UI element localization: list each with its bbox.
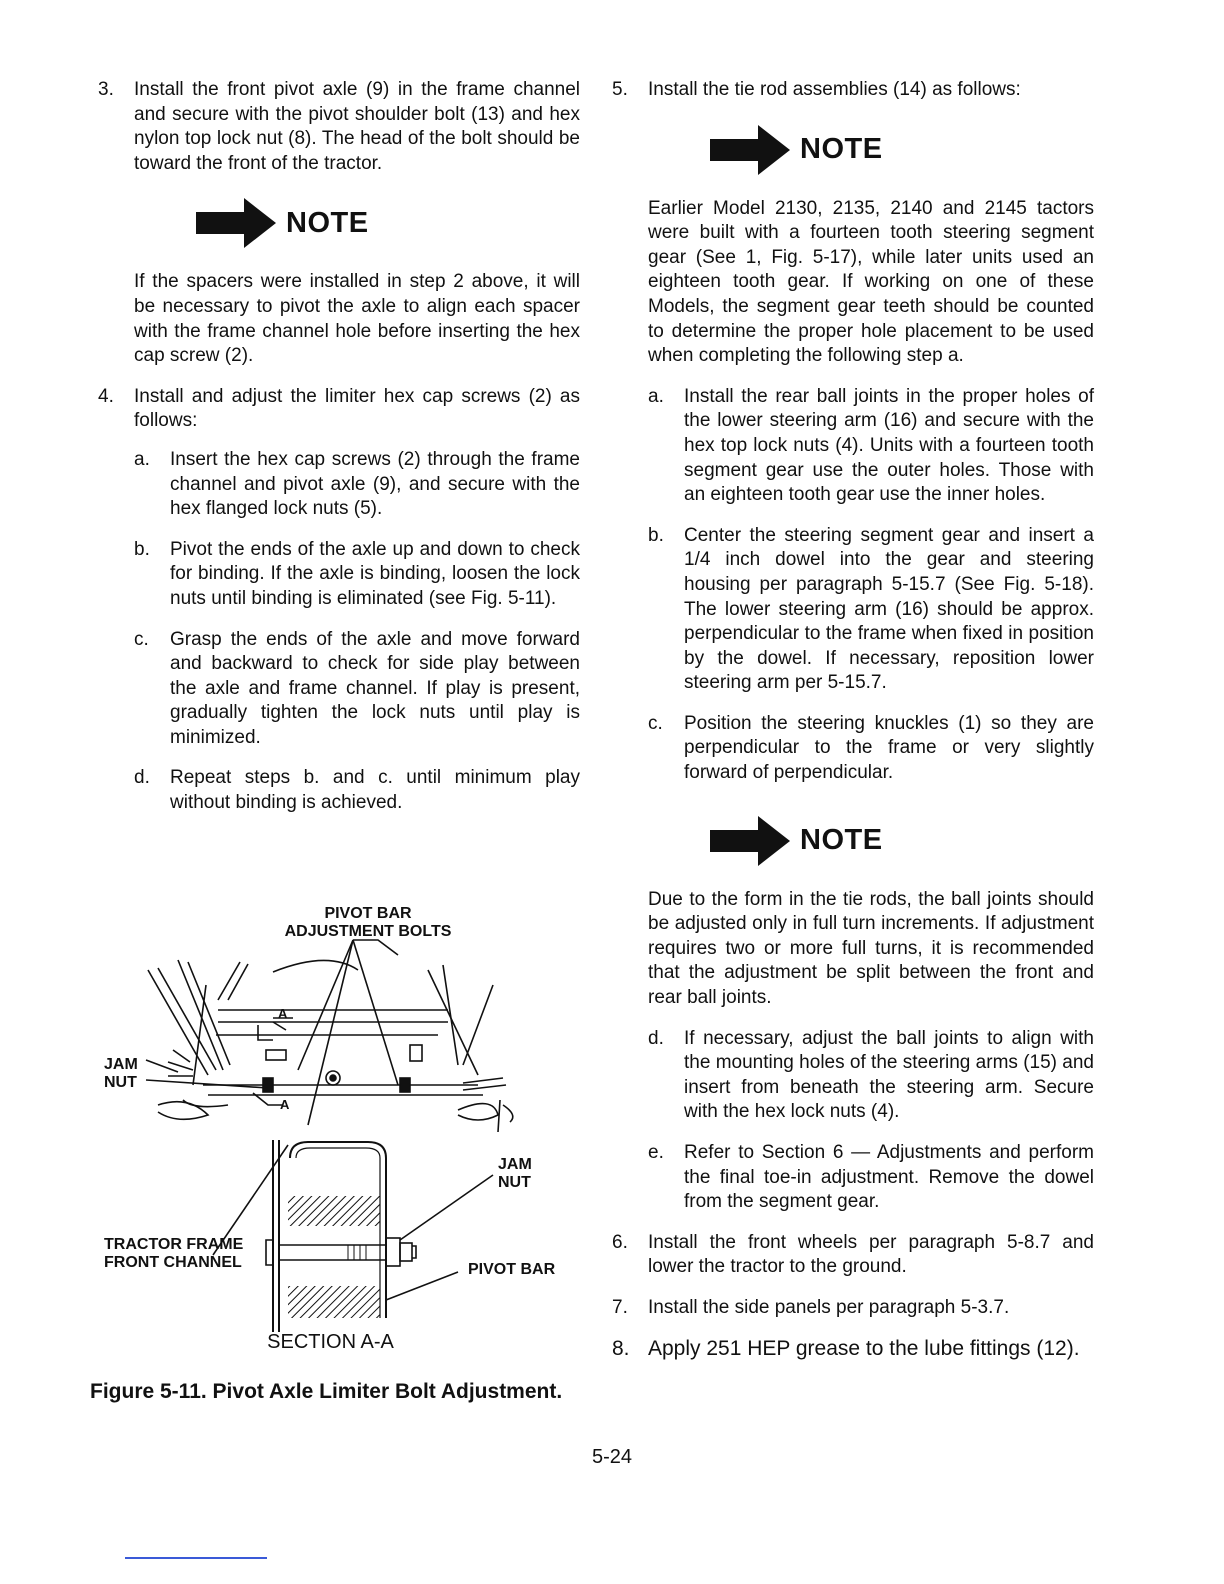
label-line: PIVOT BAR xyxy=(324,905,412,922)
substep-text: Grasp the ends of the axle and move forward and backward to check for side play between the axle and frame channel. If play is present, gradually tighten the lock nuts until play is minimized. xyxy=(170,628,580,748)
figure-5-11 xyxy=(98,900,588,1370)
substep-text: Install the rear ball joints in the proper holes of the lower steering arm (16) and secure with the hex top lock nuts (4). Units with a fourteen tooth segment gear use the outer holes. Those with an eighteen tooth gear use the inner holes. xyxy=(684,385,1094,506)
label-line: NUT xyxy=(498,1174,531,1191)
note-label: NOTE xyxy=(800,824,883,857)
substep-text: Refer to Section 6 — Adjustments and perform the final toe-in adjustment. Remove the dowel from the segment gear. xyxy=(684,1142,1094,1213)
step-text: Apply 251 HEP grease to the lube fittings (12). xyxy=(648,1336,1080,1360)
arrow-right-icon xyxy=(710,816,790,866)
label-line: FRONT CHANNEL xyxy=(104,1254,242,1271)
scan-edge-line xyxy=(125,1557,267,1559)
substep-text: If necessary, adjust the ball joints to align with the mounting holes of the steering arms (15) and insert from beneath the steering arm. Secure with the hex lock nuts (4). xyxy=(684,1027,1094,1123)
step-7 xyxy=(612,1296,1094,1321)
arrow-right-icon xyxy=(196,198,276,248)
substep-text: Insert the hex cap screws (2) through the frame channel and pivot axle (9), and secure with the hex flanged lock nuts (5). xyxy=(170,448,580,520)
step-4 xyxy=(98,385,580,434)
step-number: 5. xyxy=(612,79,628,100)
note-text: If the spacers were installed in step 2 above, it will be necessary to pivot the axle to align each spacer with the frame channel hole before inserting the hex cap screw (2). xyxy=(134,271,580,367)
note-heading xyxy=(196,198,580,248)
substep-e xyxy=(648,1141,1094,1215)
step-number: 3. xyxy=(98,79,114,100)
substep-text: Pivot the ends of the axle up and down to check for binding. If the axle is binding, loosen the lock nuts until binding is eliminated (see Fig. 5-11). xyxy=(170,538,580,609)
note-label: NOTE xyxy=(286,206,369,239)
label-jam-nut-left xyxy=(104,1056,138,1092)
substep-text: Center the steering segment gear and insert a 1/4 inch dowel into the gear and steering housing per paragraph 5-15.7 (See Fig. 5-18). The lower steering arm (16) should be approx. perpendicular to the frame when fixed in position by the dowel. If necessary, reposition lower steering arm per 5-15.7. xyxy=(684,524,1094,694)
note-heading xyxy=(710,125,1094,175)
substep-letter: b. xyxy=(134,538,150,560)
substep-letter: c. xyxy=(134,628,149,650)
substep-letter: c. xyxy=(648,712,663,734)
step-text: Install the side panels per paragraph 5-3.7. xyxy=(648,1296,1010,1318)
substep-a xyxy=(134,448,580,522)
substep-c xyxy=(648,712,1094,786)
step-text: Install the tie rod assemblies (14) as follows: xyxy=(648,79,1021,100)
pivot-axle-diagram xyxy=(98,900,588,1370)
right-column xyxy=(612,78,1094,1377)
figure-caption: Figure 5-11. Pivot Axle Limiter Bolt Adjustment. xyxy=(90,1380,563,1403)
arrow-right-icon xyxy=(710,125,790,175)
substep-letter: b. xyxy=(648,524,664,546)
substep-text: Repeat steps b. and c. until minimum play without binding is achieved. xyxy=(170,767,580,814)
step-5-substeps-a-c xyxy=(612,385,1094,786)
label-line: JAM xyxy=(104,1056,138,1073)
step-number: 6. xyxy=(612,1231,628,1253)
substep-text: Position the steering knuckles (1) so they are perpendicular to the frame or very slightly forward of perpendicular. xyxy=(684,712,1094,784)
substep-a xyxy=(648,385,1094,508)
label-line: JAM xyxy=(498,1156,532,1173)
note-heading xyxy=(710,816,1094,866)
note-text: Due to the form in the tie rods, the ball joints should be adjusted only in full turn increments. If adjustment requires two or more full turns, it is recommended that the adjustment be split between the front and rear ball joints. xyxy=(648,888,1094,1009)
substep-b xyxy=(648,524,1094,696)
label-section-a-a: SECTION A-A xyxy=(267,1331,394,1353)
label-pivot-bar: PIVOT BAR xyxy=(468,1261,556,1278)
step-number: 7. xyxy=(612,1296,628,1318)
left-column xyxy=(98,78,580,832)
substep-letter: d. xyxy=(134,767,150,789)
label-line: ADJUSTMENT BOLTS xyxy=(284,923,452,940)
substep-letter: e. xyxy=(648,1142,664,1163)
step-4-substeps xyxy=(98,448,580,816)
label-line: NUT xyxy=(104,1074,137,1091)
step-text: Install and adjust the limiter hex cap screws (2) as follows: xyxy=(134,385,580,432)
label-frame-channel xyxy=(104,1236,243,1272)
substep-d xyxy=(648,1027,1094,1125)
note-label: NOTE xyxy=(800,133,883,166)
step-number: 8. xyxy=(612,1336,630,1360)
page-number: 5-24 xyxy=(591,1446,633,1468)
substep-letter: d. xyxy=(648,1027,664,1049)
label-line: TRACTOR FRAME xyxy=(104,1236,244,1253)
substep-c xyxy=(134,628,580,751)
section-marker-bottom: A xyxy=(280,1097,290,1112)
step-text: Install the front pivot axle (9) in the frame channel and secure with the pivot shoulder bolt (13) and hex nylon top lock nut (8). The head of the bolt should be toward the front of the tractor. xyxy=(134,79,580,174)
step-number: 4. xyxy=(98,385,114,407)
substep-b xyxy=(134,538,580,612)
note-text: Earlier Model 2130, 2135, 2140 and 2145 tactors were built with a fourteen tooth steering segment gear (See 1, Fig. 5-17), while later units used an eighteen tooth gear. If working on one of these Models, the segment gear teeth should be counted to determine the proper hole placement to be used when completing the following step a. xyxy=(648,197,1094,367)
step-8 xyxy=(612,1337,1094,1362)
substep-letter: a. xyxy=(648,385,664,407)
label-pivot-bar-bolts xyxy=(268,905,468,941)
label-jam-nut-right xyxy=(498,1156,532,1192)
substep-letter: a. xyxy=(134,448,150,470)
step-text: Install the front wheels per paragraph 5-8.7 and lower the tractor to the ground. xyxy=(648,1231,1094,1278)
step-6 xyxy=(612,1231,1094,1280)
step-5 xyxy=(612,78,1094,103)
section-marker-top: A xyxy=(278,1006,288,1021)
substep-d xyxy=(134,766,580,815)
step-3 xyxy=(98,78,580,176)
step-5-substeps-d-e xyxy=(612,1027,1094,1215)
